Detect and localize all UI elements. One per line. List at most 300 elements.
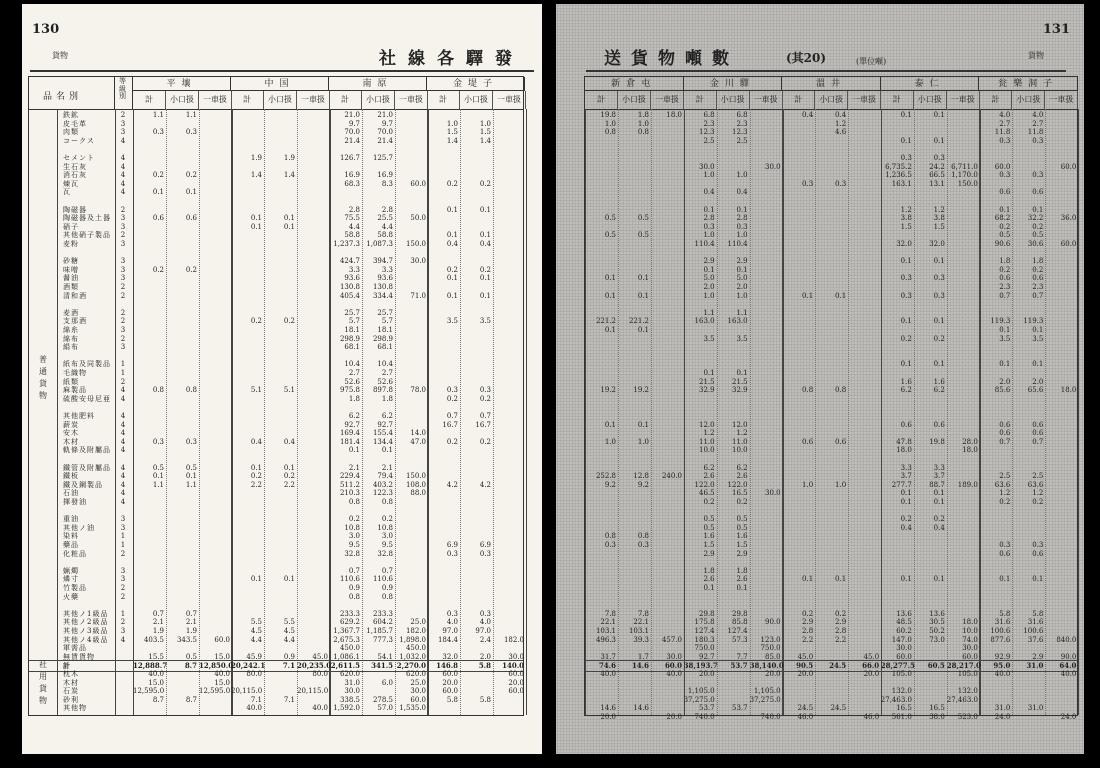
value-cell: 496.3 [595, 635, 616, 644]
class-header [115, 77, 133, 109]
title-rule [586, 70, 1066, 72]
page-number: 130 [32, 22, 60, 37]
value-cell: 20.0 [600, 713, 616, 721]
value-cell: 110.6 [339, 575, 360, 584]
value-cell: 1.1 [736, 308, 748, 317]
item-name: 麦酒 [63, 308, 79, 317]
value-cell: 0.2 [283, 317, 295, 326]
value-cell: 0.2 [835, 609, 847, 618]
value-cell: 5.5 [283, 618, 295, 627]
value-cell: 0.5 [604, 214, 616, 223]
value-cell: 2.9 [802, 618, 814, 627]
value-cell: 1.0 [604, 437, 616, 446]
class-value: 4 [120, 154, 126, 162]
value-cell: 0.1 [283, 222, 295, 231]
value-cell: 0.3 [185, 437, 197, 446]
value-cell: 80.0 [312, 670, 328, 678]
class-value: 2 [120, 584, 126, 592]
value-cell: 150.0 [957, 179, 978, 188]
value-cell: 0.5 [1032, 231, 1044, 240]
value-cell: 0.6 [999, 274, 1011, 283]
value-cell: 27,463.0 [880, 695, 912, 704]
value-cell: 110.6 [372, 575, 393, 584]
subcolumn-header: 一車扱 [947, 91, 980, 109]
value-cell: 7.7 [736, 652, 748, 661]
value-cell: 181.4 [339, 437, 360, 446]
item-name: 其他ノ4級品 [63, 635, 109, 644]
item-name: 生石灰 [63, 162, 87, 171]
item-name: 麻製品 [63, 386, 87, 395]
value-cell: 4.0 [999, 111, 1011, 119]
value-cell: 12.8 [633, 472, 649, 481]
subcolumn-header: 計 [684, 91, 717, 109]
subcolumn-header: 計 [881, 91, 914, 109]
item-name: 其他肥料 [63, 412, 95, 420]
value-cell: 32.0 [929, 240, 945, 248]
value-cell: 150.0 [405, 472, 426, 481]
value-cell: 0.1 [999, 360, 1011, 369]
value-cell: 0.2 [703, 498, 715, 506]
value-cell: 0.3 [446, 549, 458, 558]
value-cell: 1.0 [703, 171, 715, 180]
value-cell: 1.9 [283, 154, 295, 162]
value-cell: 0.1 [250, 222, 262, 231]
table-row [585, 713, 1077, 722]
value-cell: 5.0 [703, 274, 715, 283]
value-cell: 1.0 [835, 480, 847, 489]
value-cell: 18.0 [896, 446, 912, 455]
value-cell: 0.4 [933, 523, 945, 532]
class-value: 4 [120, 162, 126, 171]
value-cell: 47.8 [896, 437, 912, 446]
station-header: 南原 [329, 77, 427, 91]
value-cell: 0.5 [999, 231, 1011, 240]
value-cell: 1.0 [736, 171, 748, 180]
value-cell: 0.9 [283, 652, 295, 661]
value-cell: 277.7 [891, 480, 912, 489]
value-cell: 30.0 [962, 644, 978, 653]
value-cell: 5.7 [348, 317, 360, 326]
value-cell: 278.5 [372, 695, 393, 704]
class-value: 4 [120, 171, 126, 180]
value-cell: 30.0 [344, 687, 360, 696]
item-name: 煉瓦 [63, 179, 79, 188]
value-cell: 1.9 [250, 154, 262, 162]
class-value: 4 [120, 386, 126, 395]
item-name: 石炭 [63, 687, 79, 696]
value-cell: 0.3 [446, 609, 458, 618]
item-name: 支那酒 [63, 317, 87, 326]
value-cell: 155.4 [372, 429, 393, 438]
subcolumn-header: 小口扱 [264, 91, 297, 109]
value-cell: 0.1 [835, 575, 847, 584]
value-cell: 0.6 [999, 188, 1011, 197]
subcolumn-header: 小口扱 [717, 91, 750, 109]
value-cell: 70.0 [344, 128, 360, 137]
value-cell: 229.4 [339, 472, 360, 481]
value-cell: 620.0 [339, 670, 360, 678]
value-cell: 740.0 [760, 713, 781, 721]
value-cell: 252.8 [595, 472, 616, 481]
value-cell: 2.6 [703, 472, 715, 481]
value-cell: 1.2 [999, 489, 1011, 498]
value-cell: 68.2 [994, 214, 1011, 223]
value-cell: 5.1 [283, 386, 295, 395]
value-cell: 1.9 [152, 627, 164, 635]
value-cell: 0.1 [703, 205, 715, 214]
value-cell: 0.3 [802, 179, 814, 188]
value-cell: 71.0 [410, 291, 426, 300]
class-value: 4 [120, 635, 126, 644]
value-cell: 0.2 [479, 179, 491, 188]
value-cell: 60.0 [994, 162, 1011, 171]
value-cell: 620.0 [405, 670, 426, 678]
value-cell: 0.1 [250, 463, 262, 472]
title-rule [30, 70, 534, 72]
value-cell: 0.5 [637, 214, 649, 223]
value-cell: 10.0 [962, 627, 978, 635]
value-cell: 10.4 [377, 360, 393, 369]
value-cell: 20.0 [797, 670, 814, 678]
value-cell: 0.1 [736, 584, 748, 592]
value-cell: 4.4 [348, 222, 360, 231]
item-name: コークス [63, 136, 95, 145]
value-cell: 12.3 [699, 128, 715, 137]
value-cell: 68.1 [377, 343, 393, 352]
value-cell: 0.6 [999, 549, 1011, 558]
item-name: 木材 [63, 678, 79, 687]
station-header: 新倉屯 [585, 77, 684, 91]
value-cell: 0.2 [250, 317, 262, 326]
value-cell: 6.9 [446, 541, 458, 549]
item-name: 無賃貨物 [63, 652, 95, 661]
class-value: 3 [120, 575, 126, 584]
total-separator [585, 660, 1077, 661]
value-cell: 0.1 [999, 575, 1011, 584]
value-cell: 12.3 [732, 128, 748, 137]
value-cell: 6.2 [900, 386, 912, 395]
value-cell: 0.8 [152, 386, 164, 395]
value-cell: 3.3 [348, 265, 360, 274]
value-cell: 0.5 [703, 515, 715, 524]
value-cell: 0.1 [802, 575, 814, 584]
value-cell: 3.5 [479, 317, 491, 326]
value-cell: 0.5 [185, 652, 197, 661]
value-cell: 110.4 [727, 240, 748, 248]
value-cell: 0.8 [348, 592, 360, 601]
value-cell: 1.0 [736, 231, 748, 240]
value-cell: 8.7 [184, 661, 197, 671]
value-cell: 85.8 [732, 618, 748, 627]
item-name: セメント [63, 154, 95, 162]
value-cell: 457.0 [661, 635, 682, 644]
value-cell: 0.1 [479, 274, 491, 283]
value-cell: 11.8 [994, 128, 1011, 137]
item-name: 枕木 [63, 670, 79, 678]
value-cell: 64.0 [1059, 661, 1077, 671]
value-cell: 14.6 [631, 661, 649, 671]
value-cell: 21.4 [344, 136, 360, 145]
value-cell: 14.6 [633, 704, 649, 713]
value-cell: 1,105.0 [687, 687, 715, 696]
value-cell: 240.0 [661, 472, 682, 481]
item-name: 安木 [63, 429, 79, 438]
value-cell: 1.8 [637, 111, 649, 119]
value-cell: 20,235.0 [297, 661, 332, 671]
class-value: 3 [120, 326, 126, 334]
value-cell: 0.1 [185, 188, 197, 197]
value-cell: 32.0 [896, 240, 912, 248]
value-cell: 0.3 [479, 609, 491, 618]
value-cell: 0.1 [604, 326, 616, 334]
value-cell: 74.6 [598, 661, 616, 671]
value-cell: 30.0 [765, 162, 781, 171]
value-cell: 38,140.0 [749, 661, 784, 671]
class-value: 3 [120, 128, 126, 137]
value-cell: 0.2 [479, 265, 491, 274]
value-cell: 2.6 [736, 472, 748, 481]
subcolumn-header: 小口扱 [166, 91, 199, 109]
class-value: 2 [120, 549, 126, 558]
value-cell: 0.2 [900, 334, 912, 343]
item-name: 肉類 [63, 128, 79, 137]
value-cell: 32.2 [1027, 214, 1044, 223]
item-name: 清和酒 [63, 291, 87, 300]
subcolumn-header: 小口扱 [362, 91, 395, 109]
value-cell: 0.1 [933, 489, 945, 498]
class-value: 3 [120, 222, 126, 231]
class-value: 2 [120, 308, 126, 317]
value-cell: 189.0 [957, 480, 978, 489]
value-cell: 0.6 [1032, 549, 1044, 558]
item-name: 石油 [63, 489, 79, 498]
value-cell: 0.2 [446, 179, 458, 188]
value-cell: 0.3 [999, 171, 1011, 180]
value-cell: 0.1 [185, 472, 197, 481]
value-cell: 0.1 [637, 326, 649, 334]
item-name: 皮毛革 [63, 119, 87, 128]
subcolumn-header: 計 [585, 91, 618, 109]
value-cell: 450.0 [405, 644, 426, 653]
value-cell: 27,463.0 [946, 695, 978, 704]
class-value: 3 [120, 515, 126, 524]
item-name: 綿布 [63, 334, 79, 343]
value-cell: 140.0 [502, 661, 524, 671]
value-cell: 0.6 [1032, 429, 1044, 438]
value-cell: 31.7 [600, 652, 616, 661]
value-cell: 37,275.0 [749, 695, 781, 704]
value-cell: 0.4 [283, 437, 295, 446]
value-cell: 53.7 [730, 661, 748, 671]
value-cell: 1.0 [736, 291, 748, 300]
value-cell: 0.6 [1032, 274, 1044, 283]
class-value: 4 [120, 420, 126, 429]
value-cell: 25.0 [410, 618, 426, 627]
subcolumn-header: 計 [231, 91, 264, 109]
value-cell: 2.1 [348, 463, 360, 472]
value-cell: 85.6 [994, 386, 1011, 395]
value-cell: 57.3 [732, 635, 748, 644]
value-cell: 50.2 [929, 627, 945, 635]
class-value: 4 [120, 498, 126, 506]
value-cell: 0.2 [250, 472, 262, 481]
value-cell: 629.2 [339, 618, 360, 627]
value-cell: 79.4 [377, 472, 393, 481]
value-cell: 0.1 [703, 584, 715, 592]
class-value: 1 [120, 532, 126, 541]
value-cell: 18.1 [377, 326, 393, 334]
value-cell: 3.3 [900, 463, 912, 472]
value-cell: 92.9 [994, 652, 1011, 661]
item-name: 鐵管及附屬品 [63, 463, 111, 472]
value-cell: 0.1 [446, 274, 458, 283]
class-value: 1 [120, 369, 126, 377]
value-cell: 0.6 [999, 420, 1011, 429]
value-cell: 0.2 [1032, 265, 1044, 274]
value-cell: 1.8 [348, 394, 360, 403]
value-cell: 1,185.7 [366, 627, 393, 635]
value-cell: 1.8 [736, 566, 748, 575]
value-cell: 511.2 [339, 480, 360, 489]
value-cell: 182.0 [405, 627, 426, 635]
value-cell: 163.0 [694, 317, 715, 326]
value-cell: 0.4 [479, 240, 491, 248]
value-cell: 45.9 [246, 652, 262, 661]
value-cell: 6.8 [703, 111, 715, 119]
value-cell: 32.9 [699, 386, 715, 395]
value-cell: 58.8 [344, 231, 360, 240]
subcolumn-header: 一車扱 [848, 91, 881, 109]
value-cell: 0.8 [381, 498, 393, 506]
corner-label: 貨物 [1028, 51, 1044, 60]
value-cell: 2.8 [381, 205, 393, 214]
value-cell: 0.1 [479, 205, 491, 214]
value-cell: 30.0 [896, 644, 912, 653]
freight-table-left [28, 76, 524, 716]
freight-table-right [584, 76, 1078, 721]
value-cell: 37.6 [1027, 635, 1044, 644]
value-cell: 60.2 [896, 627, 912, 635]
value-cell: 0.5 [604, 231, 616, 240]
value-cell: 15.5 [148, 652, 164, 661]
value-cell: 103.1 [595, 627, 616, 635]
value-cell: 5.0 [736, 274, 748, 283]
value-cell: 2.4 [479, 635, 491, 644]
value-cell: 0.1 [900, 317, 912, 326]
value-cell: 0.8 [348, 498, 360, 506]
value-cell: 0.8 [604, 532, 616, 541]
value-cell: 897.8 [372, 386, 393, 395]
value-cell: 0.2 [185, 265, 197, 274]
value-cell: 46.0 [797, 713, 814, 721]
value-cell: 0.1 [637, 274, 649, 283]
value-cell: 0.9 [348, 584, 360, 592]
value-cell: 2.3 [703, 119, 715, 128]
value-cell: 1.6 [736, 532, 748, 541]
value-cell: 6.2 [348, 412, 360, 420]
value-cell: 3.8 [933, 214, 945, 223]
value-cell: 0.7 [446, 412, 458, 420]
value-cell: 30.0 [508, 652, 524, 661]
value-cell: 30.0 [410, 687, 426, 696]
value-cell: 0.1 [604, 274, 616, 283]
value-cell: 105.0 [891, 670, 912, 678]
value-cell: 9.7 [348, 119, 360, 128]
value-cell: 1.8 [999, 257, 1011, 266]
value-cell: 0.8 [835, 386, 847, 395]
value-cell: 5.8 [999, 609, 1011, 618]
value-cell: 37,275.0 [683, 695, 715, 704]
value-cell: 0.7 [381, 566, 393, 575]
value-cell: 0.1 [604, 291, 616, 300]
value-cell: 2.8 [835, 627, 847, 635]
value-cell: 1.4 [283, 171, 295, 180]
class-value: 4 [120, 446, 126, 455]
value-cell: 32.9 [732, 386, 748, 395]
value-cell: 28,277.5 [880, 661, 915, 671]
value-cell: 0.1 [1032, 326, 1044, 334]
section-label: 普通貨物 [39, 354, 47, 400]
value-cell: 10.0 [699, 446, 715, 455]
class-value: 3 [120, 265, 126, 274]
value-cell: 0.1 [446, 205, 458, 214]
value-cell: 4.0 [1032, 111, 1044, 119]
value-cell: 1,592.0 [333, 704, 360, 713]
value-cell: 75.5 [344, 214, 360, 223]
value-cell: 48.5 [896, 618, 912, 627]
value-cell: 0.8 [637, 532, 649, 541]
subcolumn-header: 小口扱 [914, 91, 947, 109]
value-cell: 50.0 [410, 214, 426, 223]
value-cell: 19.8 [929, 437, 945, 446]
value-cell: 1.5 [900, 222, 912, 231]
value-cell: 0.6 [900, 420, 912, 429]
value-cell: 40.0 [1060, 670, 1077, 678]
value-cell: 90.5 [796, 661, 814, 671]
value-cell: 14.0 [410, 429, 426, 438]
value-cell: 40.0 [148, 670, 164, 678]
subcolumn-header: 一車扱 [395, 91, 428, 109]
value-cell: 68.1 [344, 343, 360, 352]
class-value: 2 [120, 317, 126, 326]
value-cell: 0.1 [479, 291, 491, 300]
value-cell: 2.2 [250, 480, 262, 489]
value-cell: 70.0 [377, 128, 393, 137]
value-cell: 0.8 [802, 386, 814, 395]
value-cell: 16.7 [442, 420, 458, 429]
class-value: 2 [120, 334, 126, 343]
class-value: 4 [120, 480, 126, 489]
value-cell: 97.0 [442, 627, 458, 635]
value-cell: 0.2 [999, 498, 1011, 506]
value-cell: 0.1 [283, 214, 295, 223]
value-cell: 134.4 [372, 437, 393, 446]
item-name: 陶磁器 [63, 205, 87, 214]
value-cell: 233.3 [372, 609, 393, 618]
value-cell: 85.0 [765, 652, 781, 661]
value-cell: 0.6 [1032, 188, 1044, 197]
value-cell: 2.0 [479, 652, 491, 661]
value-cell: 7.1 [283, 695, 295, 704]
value-cell: 0.2 [479, 437, 491, 446]
value-cell: 424.7 [339, 257, 360, 266]
value-cell: 0.2 [999, 222, 1011, 231]
column-line [526, 109, 527, 715]
class-header-label: 等級別 [119, 77, 126, 100]
value-cell: 0.1 [348, 446, 360, 455]
value-cell: 1.0 [446, 119, 458, 128]
value-cell: 523.0 [957, 713, 978, 721]
